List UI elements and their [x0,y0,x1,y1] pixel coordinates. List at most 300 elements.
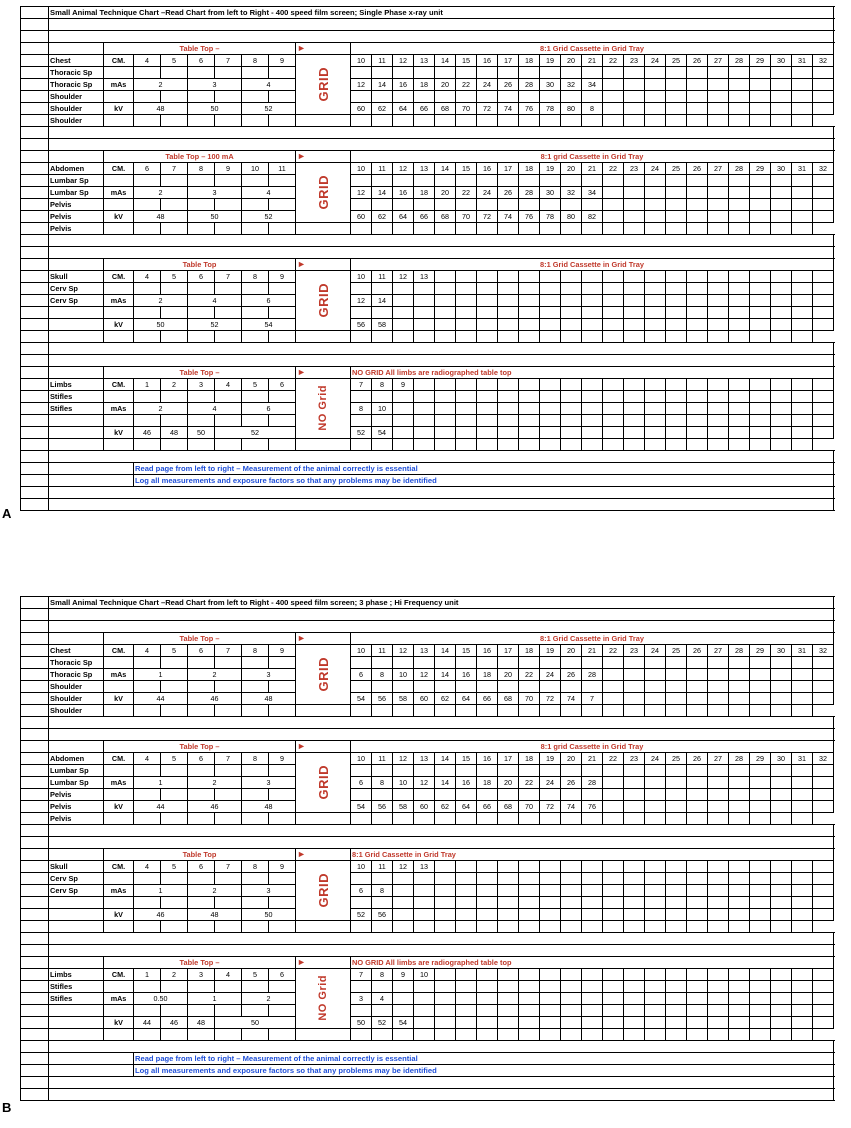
empty-cell [561,91,582,103]
margin-cell [21,1029,49,1041]
margin-cell [21,993,49,1005]
empty-cell [729,909,750,921]
empty-cell [456,1017,477,1029]
empty-cell [351,897,372,909]
empty-cell [456,1029,477,1041]
blank-cell [49,825,834,837]
empty-cell [666,319,687,331]
empty-cell [603,115,624,127]
data-cell: 76 [582,801,603,813]
chart-title-row [21,597,834,609]
data-cell: 80 [561,211,582,223]
data-cell: 44 [134,693,188,705]
empty-cell [215,175,242,187]
unit-label: mAs [104,669,134,681]
blank-unit-cell [104,873,134,885]
chart-divider-row [21,415,834,427]
empty-cell [582,91,603,103]
empty-cell [771,319,792,331]
empty-cell [561,981,582,993]
footer-note: Read page from left to right – Measurement of the animal correctly is essential [134,463,834,475]
empty-cell [477,295,498,307]
empty-cell [750,67,771,79]
empty-cell [666,885,687,897]
empty-cell [792,765,813,777]
data-cell: 76 [519,211,540,223]
data-cell: 48 [188,909,242,921]
empty-cell [134,1005,161,1017]
animal-label: Cerv Sp [49,295,104,307]
blank-cell [49,1053,134,1065]
data-cell: 22 [603,163,624,175]
empty-cell [624,993,645,1005]
data-cell: 20 [435,187,456,199]
empty-cell [456,307,477,319]
data-cell: 24 [477,79,498,91]
empty-cell [477,1005,498,1017]
empty-cell [414,283,435,295]
empty-cell [414,115,435,127]
empty-cell [687,657,708,669]
empty-cell [519,981,540,993]
empty-cell [813,67,834,79]
grid-header: 8:1 Grid Cassette in Grid Tray [351,633,834,645]
empty-cell [729,981,750,993]
data-cell: 23 [624,753,645,765]
empty-cell [134,199,161,211]
empty-cell [414,885,435,897]
empty-cell [666,789,687,801]
data-cell: 2 [134,187,188,199]
animal-label-secondary [49,415,104,427]
spacer-row [21,235,834,247]
empty-cell [540,271,561,283]
empty-cell [603,969,624,981]
empty-cell [351,789,372,801]
empty-cell [435,897,456,909]
empty-cell [687,211,708,223]
unit-label: mAs [104,777,134,789]
margin-cell [21,283,49,295]
empty-cell [603,981,624,993]
animal-label-tertiary: Shoulder [49,115,104,127]
empty-cell [750,175,771,187]
empty-cell [603,427,624,439]
empty-cell [645,885,666,897]
empty-cell [372,415,393,427]
empty-cell [188,981,215,993]
animal-label: Thoracic Sp [49,669,104,681]
data-cell: 1 [134,379,161,391]
empty-cell [188,199,215,211]
margin-cell [21,1005,49,1017]
section-header-row [21,259,834,271]
data-cell: 13 [414,271,435,283]
margin-cell [21,271,49,283]
chart-data-row [21,909,834,921]
empty-cell [708,307,729,319]
empty-cell [188,921,215,933]
empty-cell [134,765,161,777]
empty-cell [708,921,729,933]
empty-cell [456,861,477,873]
data-cell: 2 [134,79,188,91]
empty-cell [645,403,666,415]
empty-cell [161,681,188,693]
chart-data-row [21,1017,834,1029]
data-cell: 1 [134,885,188,897]
spacer-row [21,487,834,499]
empty-cell [188,223,215,235]
empty-cell [771,873,792,885]
empty-cell [215,681,242,693]
data-cell: 26 [498,187,519,199]
margin-cell [21,103,49,115]
empty-cell [435,439,456,451]
empty-cell [792,391,813,403]
empty-cell [372,331,393,343]
data-cell: 20 [561,163,582,175]
data-cell: 74 [561,801,582,813]
empty-cell [750,379,771,391]
empty-cell [561,427,582,439]
empty-cell [792,1029,813,1041]
empty-cell [687,115,708,127]
empty-cell [771,211,792,223]
empty-cell [435,403,456,415]
blank-cell [49,717,834,729]
empty-cell [708,993,729,1005]
empty-cell [456,427,477,439]
empty-cell [414,175,435,187]
empty-cell [792,897,813,909]
blank-cell [49,367,104,379]
empty-cell [792,415,813,427]
data-cell: 48 [134,211,188,223]
empty-cell [477,223,498,235]
empty-cell [414,909,435,921]
margin-cell [21,79,49,91]
empty-cell [393,319,414,331]
empty-cell [351,307,372,319]
empty-cell [456,67,477,79]
empty-cell [771,885,792,897]
empty-cell [519,403,540,415]
empty-cell [414,993,435,1005]
empty-cell [729,91,750,103]
empty-cell [393,885,414,897]
empty-cell [750,1029,771,1041]
blank-cell [49,957,104,969]
data-cell: 2 [134,403,188,415]
empty-cell [134,873,161,885]
blank-unit-cell [104,921,134,933]
data-cell: 6 [269,969,296,981]
data-cell: 10 [351,163,372,175]
data-cell: 12 [393,271,414,283]
empty-cell [792,307,813,319]
empty-cell [351,439,372,451]
data-cell: 28 [519,187,540,199]
empty-cell [771,187,792,199]
empty-cell [456,283,477,295]
empty-cell [687,873,708,885]
chart-divider-row [21,91,834,103]
empty-cell [708,283,729,295]
empty-cell [750,223,771,235]
empty-cell [813,103,834,115]
empty-cell [792,789,813,801]
empty-cell [561,705,582,717]
empty-cell [624,199,645,211]
empty-cell [624,295,645,307]
empty-cell [771,1029,792,1041]
empty-cell [269,813,296,825]
empty-cell [414,873,435,885]
empty-cell [519,415,540,427]
empty-cell [582,199,603,211]
empty-cell [666,981,687,993]
empty-cell [645,439,666,451]
data-cell: 6 [351,885,372,897]
empty-cell [603,813,624,825]
empty-cell [242,681,269,693]
empty-cell [134,391,161,403]
chart-data-row [21,645,834,657]
data-cell: 27 [708,55,729,67]
empty-cell [456,681,477,693]
margin-cell [21,139,49,151]
empty-cell [561,223,582,235]
empty-cell [215,789,242,801]
empty-cell [624,681,645,693]
empty-cell [645,1017,666,1029]
chart-data-row [21,669,834,681]
empty-cell [771,115,792,127]
data-cell: 12 [414,669,435,681]
spacer-row [21,355,834,367]
empty-cell [687,1029,708,1041]
empty-cell [813,295,834,307]
empty-cell [540,415,561,427]
data-cell: 27 [708,163,729,175]
empty-cell [161,657,188,669]
empty-cell [498,175,519,187]
empty-cell [603,789,624,801]
margin-cell [21,909,49,921]
empty-cell [687,981,708,993]
unit-label: CM. [104,379,134,391]
empty-cell [372,223,393,235]
empty-cell [624,777,645,789]
empty-cell [269,981,296,993]
grid-indicator-text: GRID [315,282,331,318]
empty-cell [215,115,242,127]
margin-cell [21,789,49,801]
data-cell: 28 [729,645,750,657]
empty-cell [582,765,603,777]
empty-cell [624,1029,645,1041]
empty-cell [269,415,296,427]
data-cell: 11 [372,271,393,283]
grid-indicator-text: GRID [315,764,331,800]
empty-cell [242,199,269,211]
empty-cell [414,379,435,391]
empty-cell [372,391,393,403]
data-cell: 3 [242,777,296,789]
empty-cell [771,379,792,391]
empty-cell [393,981,414,993]
empty-cell [771,813,792,825]
empty-cell [666,211,687,223]
empty-cell [603,861,624,873]
empty-cell [351,415,372,427]
empty-cell [750,319,771,331]
chart-footer-row [21,475,834,487]
spacer-row [21,933,834,945]
empty-cell [540,67,561,79]
empty-cell [215,981,242,993]
empty-cell [582,873,603,885]
empty-cell [351,331,372,343]
empty-cell [414,439,435,451]
data-cell: 4 [242,79,296,91]
spacer-row [21,837,834,849]
data-cell: 22 [456,79,477,91]
empty-cell [269,1029,296,1041]
empty-cell [477,91,498,103]
data-cell: 6 [351,777,372,789]
empty-cell [666,415,687,427]
blank-unit-cell [104,415,134,427]
empty-cell [750,199,771,211]
empty-cell [729,187,750,199]
empty-cell [771,1017,792,1029]
data-cell: 60 [351,211,372,223]
grid-header: NO GRID All limbs are radiographed table top [351,957,834,969]
data-cell: 22 [603,753,624,765]
empty-cell [708,415,729,427]
empty-cell [351,391,372,403]
empty-cell [687,283,708,295]
empty-cell [435,67,456,79]
empty-cell [729,693,750,705]
margin-cell [21,921,49,933]
animal-label-tertiary [49,1029,104,1041]
empty-cell [624,813,645,825]
empty-cell [708,789,729,801]
empty-cell [729,705,750,717]
empty-cell [771,283,792,295]
data-cell: 11 [372,55,393,67]
empty-cell [645,79,666,91]
empty-cell [161,981,188,993]
empty-cell [134,705,161,717]
empty-cell [624,283,645,295]
empty-cell [188,307,215,319]
empty-cell [750,91,771,103]
margin-cell [21,163,49,175]
data-cell: 2 [242,993,296,1005]
margin-cell [21,933,49,945]
animal-label-tertiary: Pelvis [49,813,104,825]
empty-cell [519,67,540,79]
empty-cell [161,897,188,909]
empty-cell [603,669,624,681]
empty-cell [414,765,435,777]
blank-unit-cell [104,813,134,825]
empty-cell [750,981,771,993]
empty-cell [242,415,269,427]
data-cell: 10 [393,669,414,681]
empty-cell [813,873,834,885]
empty-cell [666,777,687,789]
data-cell: 48 [242,693,296,705]
empty-cell [393,681,414,693]
data-cell: 18 [519,645,540,657]
empty-cell [582,909,603,921]
empty-cell [393,439,414,451]
data-cell: 8 [372,669,393,681]
empty-cell [215,199,242,211]
empty-cell [645,271,666,283]
empty-cell [750,861,771,873]
empty-cell [624,1005,645,1017]
empty-cell [134,897,161,909]
empty-cell [435,657,456,669]
blank-unit-cell [104,981,134,993]
empty-cell [498,705,519,717]
data-cell: 20 [498,669,519,681]
data-cell: 17 [498,753,519,765]
empty-cell [134,115,161,127]
data-cell: 13 [414,861,435,873]
empty-cell [687,1005,708,1017]
data-cell: 32 [813,645,834,657]
empty-cell [687,415,708,427]
empty-cell [666,187,687,199]
empty-cell [687,669,708,681]
empty-cell [393,403,414,415]
data-cell: 52 [242,211,296,223]
empty-cell [771,969,792,981]
margin-cell [21,837,49,849]
empty-cell [215,657,242,669]
data-cell: 4 [188,295,242,307]
empty-cell [456,789,477,801]
empty-cell [561,415,582,427]
grid-indicator [296,861,351,921]
empty-cell [188,681,215,693]
data-cell: 13 [414,55,435,67]
chart-divider-row [21,681,834,693]
chart-data-row [21,211,834,223]
empty-cell [792,1017,813,1029]
empty-cell [414,705,435,717]
empty-cell [498,993,519,1005]
chart-divider-row [21,657,834,669]
empty-cell [687,681,708,693]
chart-divider-row [21,199,834,211]
empty-cell [540,223,561,235]
data-cell: 20 [561,645,582,657]
empty-cell [540,199,561,211]
empty-cell [666,199,687,211]
empty-cell [269,439,296,451]
grid-indicator-text: NO Grid [316,975,329,1021]
unit-label: kV [104,103,134,115]
empty-cell [813,379,834,391]
